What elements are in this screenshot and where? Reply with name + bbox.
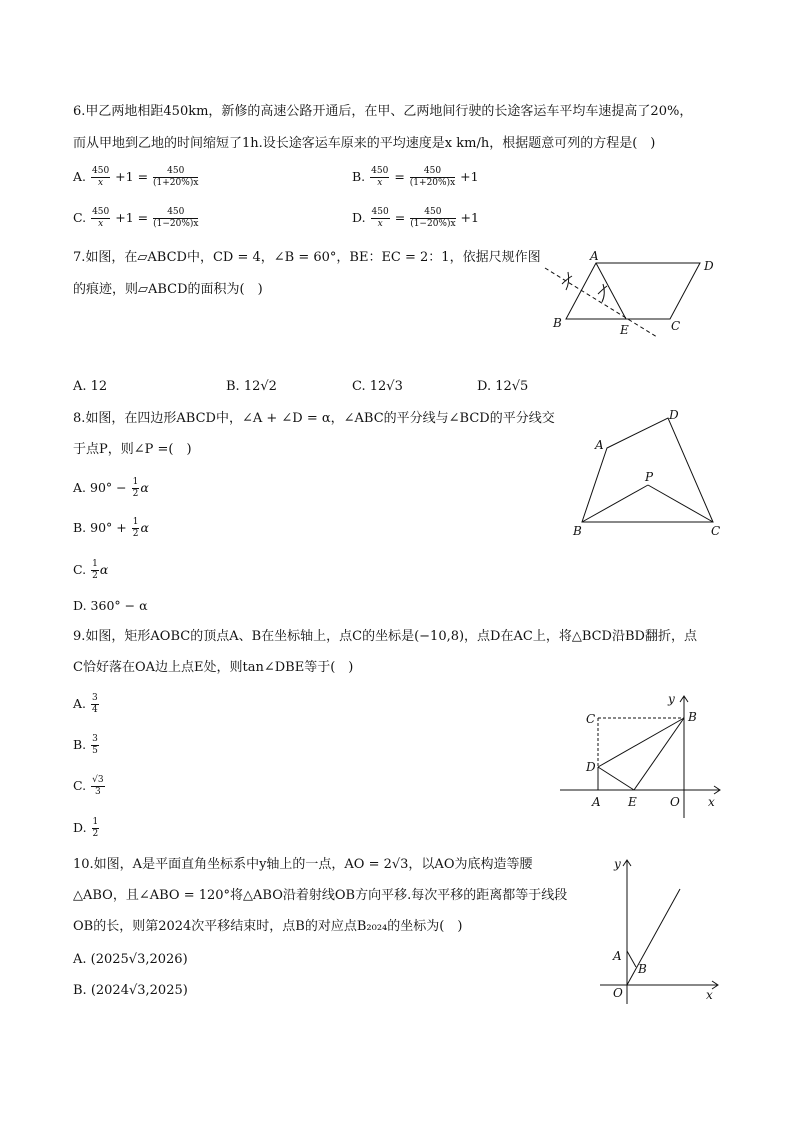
q8-stem-line2: 于点P，则∠P =( ) <box>73 442 192 457</box>
parallelogram-abcd <box>566 263 700 319</box>
q8-option-b[interactable]: B. 90° + $\frac{1}{2}$ α <box>73 517 149 539</box>
label-c: C <box>671 319 681 333</box>
q9-option-b[interactable]: B. $\frac{3}{5}$ <box>73 734 98 756</box>
segment-de <box>598 767 634 790</box>
label-o: O <box>613 986 623 1000</box>
q7-stem-line2: 的痕迹，则▱ABCD的面积为( ) <box>73 282 263 297</box>
q10-option-b[interactable]: B. (2024√3,2025) <box>73 983 188 998</box>
label-b: B <box>553 316 562 330</box>
q9-stem-line2: C恰好落在OA边上点E处，则tan∠DBE等于( ) <box>73 660 354 675</box>
segment-ab <box>627 951 636 967</box>
q9-rectangle-figure <box>560 690 730 820</box>
q9-option-a[interactable]: A. $\frac{3}{4}$ <box>73 693 98 715</box>
q8-quadrilateral-figure <box>570 405 730 540</box>
bisector-cp <box>648 485 713 522</box>
label-y: y <box>668 692 675 706</box>
q7-option-b[interactable]: B. 12√2 <box>226 379 277 394</box>
segment-eb <box>634 718 684 790</box>
label-d: D <box>704 259 714 273</box>
q7-option-a[interactable]: A. 12 <box>73 379 108 394</box>
compass-arc <box>598 286 607 294</box>
label-c: C <box>586 712 596 726</box>
q9-option-d[interactable]: D. $\frac{1}{2}$ <box>73 817 99 839</box>
q7-option-d[interactable]: D. 12√5 <box>477 379 529 394</box>
label-p: P <box>645 470 654 484</box>
label-d: D <box>586 760 596 774</box>
q10-stem-line2: △ABO，且∠ABO = 120°将△ABO沿着射线OB方向平移.每次平移的距离都等于线段 <box>73 888 568 903</box>
bisector-bp <box>582 485 648 522</box>
q10-option-a[interactable]: A. (2025√3,2026) <box>73 952 188 967</box>
label-a: A <box>595 438 604 452</box>
q8-option-a[interactable]: A. 90° − $\frac{1}{2}$ α <box>73 477 149 499</box>
q6-option-d[interactable]: D. $\frac{450}{x}$ = $\frac{450}{(1-20\%)x}$ +1 <box>352 207 479 229</box>
label-e: E <box>620 323 629 337</box>
label-y: y <box>614 857 621 871</box>
segment-db <box>598 718 684 767</box>
compass-arc <box>566 272 569 290</box>
label-c: C <box>711 524 721 538</box>
ray-ob <box>627 889 680 985</box>
label-x: x <box>708 795 715 809</box>
q8-option-c[interactable]: C. $\frac{1}{2}$ α <box>73 559 109 581</box>
q7-option-c[interactable]: C. 12√3 <box>352 379 403 394</box>
label-o: O <box>670 795 680 809</box>
q7-parallelogram-figure <box>540 250 740 345</box>
compass-arc <box>562 276 572 284</box>
label-d: D <box>669 408 679 422</box>
q10-stem-line3: OB的长，则第2024次平移结束时，点B的对应点B₂₀₂₄的坐标为( ) <box>73 919 463 934</box>
q6-option-a[interactable]: A. $\frac{450}{x}$ +1 = $\frac{450}{(1+20\%)x}$ <box>73 166 199 188</box>
q7-stem-line1: 7.如图，在▱ABCD中，CD = 4，∠B = 60°，BE：EC = 2：1，依据尺规作图 <box>73 250 541 265</box>
label-x: x <box>706 988 713 1002</box>
q6-option-b[interactable]: B. $\frac{450}{x}$ = $\frac{450}{(1+20\%)x}$ +1 <box>352 166 479 188</box>
q8-stem-line1: 8.如图，在四边形ABCD中，∠A + ∠D = α，∠ABC的平分线与∠BCD的平分线交 <box>73 411 555 426</box>
label-b: B <box>688 710 697 724</box>
label-a: A <box>590 249 599 263</box>
label-a: A <box>613 949 622 963</box>
q9-option-c[interactable]: C. $\frac{√3}{3}$ <box>73 775 104 797</box>
label-b: B <box>573 524 582 538</box>
q8-option-d[interactable]: D. 360° − α <box>73 598 148 613</box>
q6-stem-line2: 而从甲地到乙地的时间缩短了1h.设长途客运车原来的平均速度是x km/h，根据题意可列的方程是( ) <box>73 136 656 151</box>
q10-stem-line1: 10.如图，A是平面直角坐标系中y轴上的一点，AO = 2√3，以AO为底构造等腰 <box>73 857 533 872</box>
label-a: A <box>592 795 601 809</box>
q6-stem-line1: 6.甲乙两地相距450km，新修的高速公路开通后，在甲、乙两地间行驶的长途客运车平均车速提高了20%， <box>73 104 693 119</box>
label-b: B <box>638 962 647 976</box>
option-label: A. <box>73 169 87 184</box>
compass-arc <box>602 284 604 302</box>
q10-coordinate-figure <box>600 852 725 1007</box>
q6-option-c[interactable]: C. $\frac{450}{x}$ +1 = $\frac{450}{(1-20\%)x}$ <box>73 207 199 229</box>
q9-stem-line1: 9.如图，矩形AOBC的顶点A、B在坐标轴上，点C的坐标是(−10,8)，点D在AC上，将△BCD沿BD翻折，点 <box>73 629 697 644</box>
label-e: E <box>628 795 637 809</box>
